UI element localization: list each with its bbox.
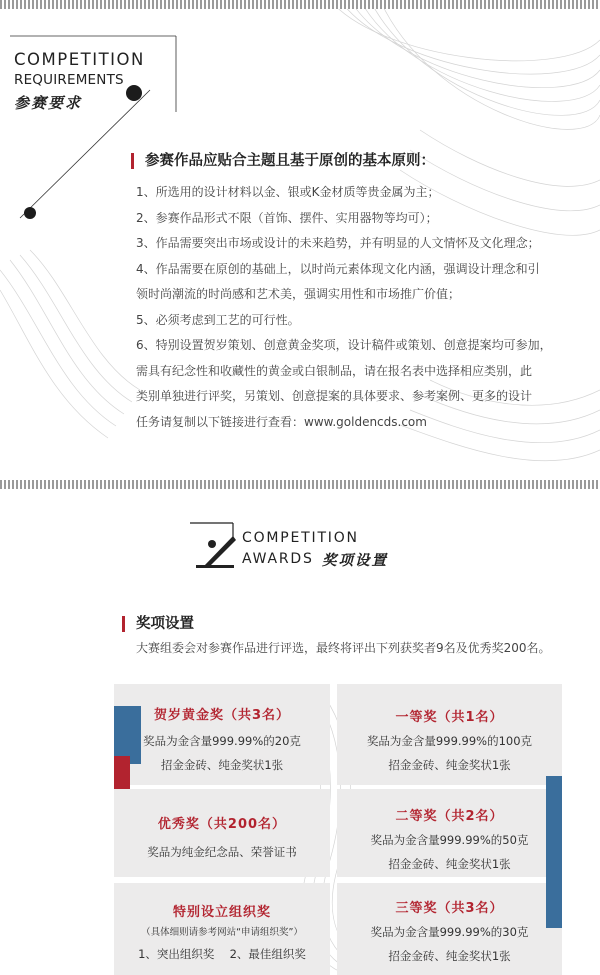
requirement-line: 5、必须考虑到工艺的可行性。 [136, 312, 300, 327]
award-line: 招金金砖、纯金奖状1张 [388, 857, 511, 871]
award-line: 奖品为金含量999.99%的20克 [143, 734, 301, 748]
requirements-heading-en-1: COMPETITION [14, 50, 145, 69]
award-title: 二等奖（共2名） [395, 809, 504, 824]
award-box-second-prize [337, 789, 562, 877]
award-box-third-prize [337, 883, 562, 975]
requirements-title: 参赛作品应贴合主题且基于原创的基本原则： [131, 150, 586, 172]
award-title: 贺岁黄金奖（共3名） [153, 708, 291, 723]
award-line: 招金金砖、纯金奖状1张 [160, 758, 284, 772]
award-line: 招金金砖、纯金奖状1张 [388, 949, 511, 963]
award-title: 优秀奖（共200名） [157, 817, 287, 832]
award-box-new-year-gold [114, 684, 330, 785]
award-title: 三等奖（共3名） [395, 901, 504, 916]
award-line: 1、突出组织奖 2、最佳组织奖 [138, 947, 306, 961]
requirement-line: 领时尚潮流的时尚感和艺术美，强调实用性和市场推广价值； [136, 287, 461, 301]
award-title: 特别设立组织奖 [172, 905, 271, 920]
requirements-heading-en-2: REQUIREMENTS [14, 72, 124, 88]
requirement-line: 6、特别设置贺岁策划、创意黄金奖项，设计稿件或策划、创意提案均可参加， [136, 338, 552, 352]
accent-bar-blue-right [546, 776, 562, 928]
requirements-heading-cn: 参赛要求 [14, 94, 83, 112]
award-line: 奖品为金含量999.99%的50克 [370, 833, 529, 847]
awards-description: 大赛组委会对参赛作品进行评选，最终将评出下列获奖者9名及优秀奖200名。 [136, 641, 551, 655]
awards-heading-en-2: AWARDS [242, 551, 314, 567]
award-title: 一等奖（共1名） [395, 710, 504, 725]
award-line: 招金金砖、纯金奖状1张 [388, 758, 511, 772]
requirement-line: 需具有纪念性和收藏性的黄金或白银制品，请在报名表中选择相应类别，此 [136, 363, 533, 378]
requirement-line: 3、作品需要突出市场或设计的未来趋势，并有明显的人文情怀及文化理念； [136, 236, 540, 250]
awards-heading-en-1: COMPETITION [242, 530, 359, 546]
awards-title: 奖项设置 [122, 613, 194, 635]
requirement-line: 4、作品需要在原创的基础上，以时尚元素体现文化内涵，强调设计理念和引 [136, 261, 540, 276]
award-box-organization [114, 883, 330, 975]
requirement-line: 2、参赛作品形式不限（首饰、摆件、实用器物等均可）； [136, 210, 438, 225]
requirement-link-line: 任务请复制以下链接进行查看：www.goldencds.com [136, 414, 427, 429]
award-line: 奖品为纯金纪念品、荣誉证书 [147, 845, 297, 859]
award-box-first-prize [337, 684, 562, 785]
requirement-line: 类别单独进行评奖，另策划、创意提案的具体要求、参考案例、更多的设计 [136, 389, 533, 403]
award-note: （具体细则请参考网站“申请组织奖”） [141, 927, 303, 938]
requirement-line: 1、所选用的设计材料以金、银或K金材质等贵金属为主； [136, 185, 440, 199]
award-box-excellence [114, 789, 330, 877]
award-line: 奖品为金含量999.99%的30克 [370, 925, 529, 939]
awards-heading-cn: 奖项设置 [322, 552, 388, 569]
award-line: 奖品为金含量999.99%的100克 [366, 734, 533, 748]
